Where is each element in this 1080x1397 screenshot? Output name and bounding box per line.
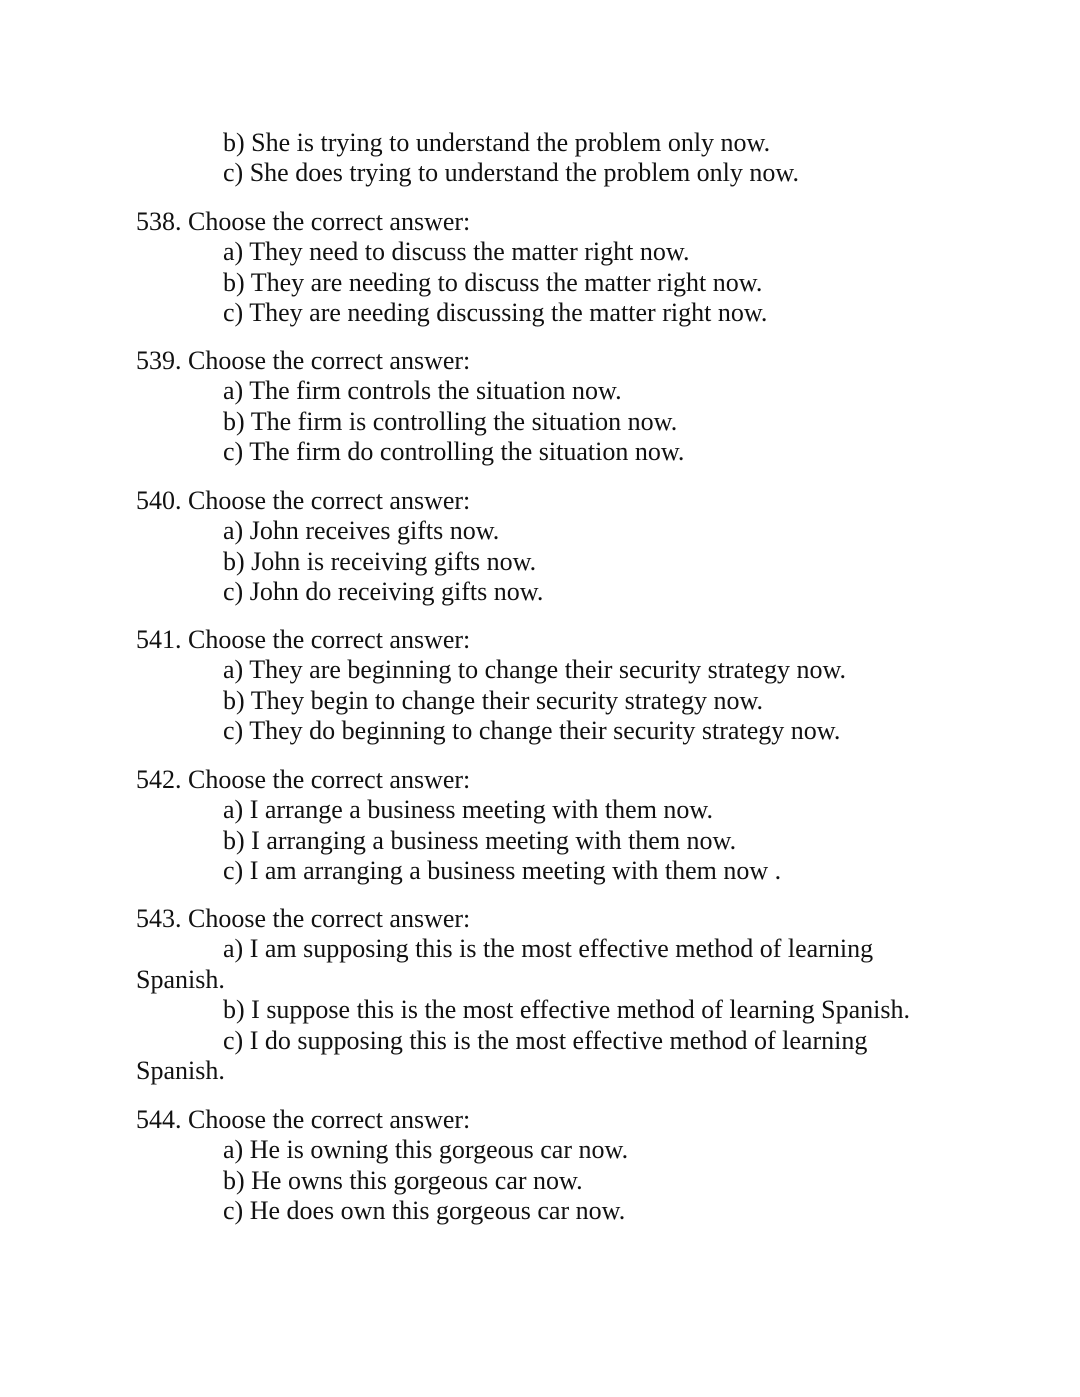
option-543-c-wrap: Spanish. — [136, 1056, 225, 1085]
option-540-b: b) John is receiving gifts now. — [223, 547, 537, 576]
option-541-c: c) They do beginning to change their security strategy now. — [223, 716, 841, 745]
option-542-c: c) I am arranging a business meeting with them now . — [223, 856, 782, 885]
option-538-c: c) They are needing discussing the matter right now. — [223, 298, 768, 327]
question-541-heading: 541. Choose the correct answer: — [136, 625, 471, 654]
option-538-b: b) They are needing to discuss the matter right now. — [223, 268, 763, 297]
option-544-b: b) He owns this gorgeous car now. — [223, 1166, 583, 1195]
option-543-b: b) I suppose this is the most effective method of learning Spanish. — [223, 995, 910, 1024]
option-542-a: a) I arrange a business meeting with them now. — [223, 795, 714, 824]
option-542-b: b) I arranging a business meeting with them now. — [223, 826, 737, 855]
option-541-a: a) They are beginning to change their security strategy now. — [223, 655, 847, 684]
option-537-c: c) She does trying to understand the problem only now. — [223, 158, 799, 187]
option-540-c: c) John do receiving gifts now. — [223, 577, 544, 606]
question-543-heading: 543. Choose the correct answer: — [136, 904, 471, 933]
option-544-c: c) He does own this gorgeous car now. — [223, 1196, 626, 1225]
question-544-heading: 544. Choose the correct answer: — [136, 1105, 471, 1134]
question-538-heading: 538. Choose the correct answer: — [136, 207, 471, 236]
option-539-a: a) The firm controls the situation now. — [223, 376, 622, 405]
option-540-a: a) John receives gifts now. — [223, 516, 500, 545]
option-539-b: b) The firm is controlling the situation now. — [223, 407, 678, 436]
option-539-c: c) The firm do controlling the situation now. — [223, 437, 685, 466]
option-543-a: a) I am supposing this is the most effective method of learning — [223, 934, 874, 963]
option-538-a: a) They need to discuss the matter right now. — [223, 237, 690, 266]
question-539-heading: 539. Choose the correct answer: — [136, 346, 471, 375]
option-543-a-wrap: Spanish. — [136, 965, 225, 994]
option-543-c: c) I do supposing this is the most effective method of learning — [223, 1026, 868, 1055]
question-542-heading: 542. Choose the correct answer: — [136, 765, 471, 794]
option-544-a: a) He is owning this gorgeous car now. — [223, 1135, 629, 1164]
option-541-b: b) They begin to change their security strategy now. — [223, 686, 764, 715]
option-537-b: b) She is trying to understand the problem only now. — [223, 128, 771, 157]
question-540-heading: 540. Choose the correct answer: — [136, 486, 471, 515]
